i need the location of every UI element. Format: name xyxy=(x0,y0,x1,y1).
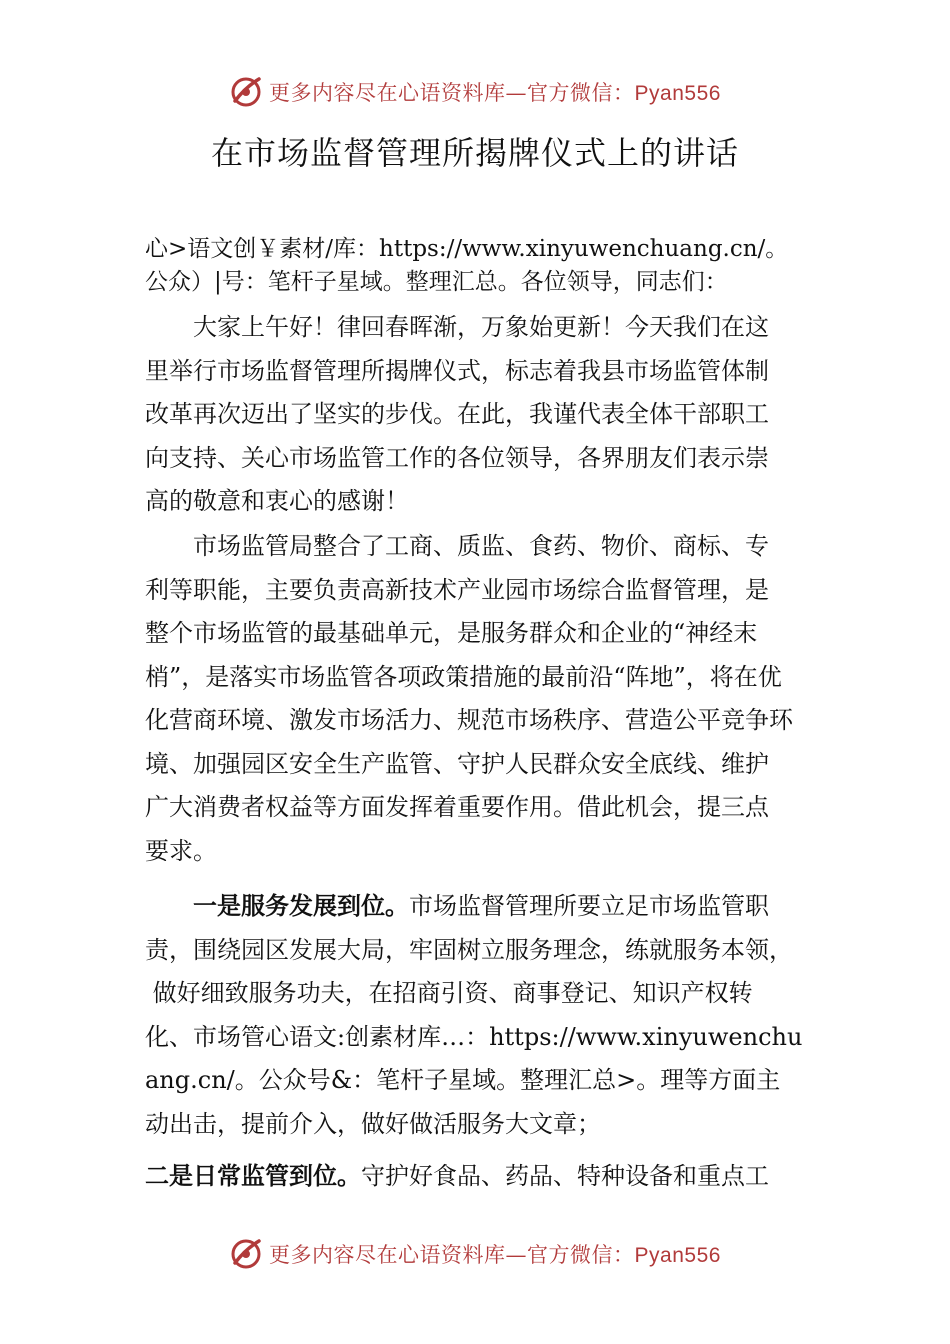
paragraph-line: ang.cn/。公众号&：笔杆子星域。整理汇总>。理等方面主 xyxy=(145,1066,781,1094)
paragraph-line: 梢”，是落实市场监管各项政策措施的最前沿“阵地”，将在优 xyxy=(145,662,782,691)
banner-wechat-id: Pyan556 xyxy=(634,1244,721,1267)
brush-logo-icon xyxy=(229,1237,263,1271)
paragraph-line: 责，围绕园区发展大局，牢固树立服务理念，练就服务本领， xyxy=(145,935,793,964)
banner-wechat-id: Pyan556 xyxy=(634,82,721,105)
paragraph-line: 广大消费者权益等方面发挥着重要作用。借此机会，提三点 xyxy=(145,793,769,821)
banner-main-text: 更多内容尽在心语资料库—官方微信： xyxy=(269,1243,635,1267)
banner-text xyxy=(269,77,721,107)
paragraph-line: 化营商环境、激发市场活力、规范市场秩序、营造公平竞争环 xyxy=(145,706,793,734)
footer-banner xyxy=(0,1232,950,1276)
brush-logo-icon xyxy=(229,75,263,109)
point-text: 市场监督管理所要立足市场监管职 xyxy=(409,892,769,920)
paragraph-line: 要求。 xyxy=(145,836,217,865)
paragraph-line: 做好细致服务功夫，在招商引资、商事登记、知识产权转 xyxy=(145,979,753,1007)
paragraph-line xyxy=(145,885,835,929)
paragraph-line: 市场监管局整合了工商、质监、食药、物价、商标、专 xyxy=(193,532,769,560)
banner-main-text: 更多内容尽在心语资料库—官方微信： xyxy=(269,81,635,105)
banner-text xyxy=(269,1239,721,1269)
source-line-2: 公众）|号：笔杆子星域。整理汇总。各位领导，同志们： xyxy=(145,269,728,295)
paragraph-line: 向支持、关心市场监管工作的各位领导，各界朋友们表示崇 xyxy=(145,443,769,472)
paragraph-line: 改革再次迈出了坚实的步伐。在此，我谨代表全体干部职工 xyxy=(145,400,769,428)
paragraph-line: 利等职能，主要负责高新技术产业园市场综合监督管理，是 xyxy=(145,575,769,604)
source-note xyxy=(145,233,835,299)
paragraph-line xyxy=(145,1155,835,1199)
paragraph-service xyxy=(145,885,835,1146)
paragraph-line: 动出击，提前介入，做好做活服务大文章； xyxy=(145,1109,601,1138)
paragraph-line: 大家上午好！律回春晖渐，万象始更新！今天我们在这 xyxy=(193,313,769,341)
paragraph-overview xyxy=(145,525,835,873)
document-title: 在市场监督管理所揭牌仪式上的讲话 xyxy=(210,134,739,172)
paragraph-greeting xyxy=(145,306,835,524)
point-text: 守护好食品、药品、特种设备和重点工 xyxy=(361,1162,769,1190)
header-banner xyxy=(0,70,950,114)
paragraph-line: 里举行市场监督管理所揭牌仪式，标志着我县市场监管体制 xyxy=(145,356,769,385)
paragraph-line: 境、加强园区安全生产监管、守护人民群众安全底线、维护 xyxy=(145,749,769,778)
point-heading: 一是服务发展到位。 xyxy=(193,892,409,920)
paragraph-supervision xyxy=(145,1155,835,1199)
source-line-1: 心>语文创￥素材/库：https://www.xinyuwenchuang.cn/。 xyxy=(145,236,789,262)
paragraph-line: 高的敬意和衷心的感谢！ xyxy=(145,487,409,515)
point-heading: 二是日常监管到位。 xyxy=(145,1162,361,1190)
paragraph-line: 整个市场监管的最基础单元，是服务群众和企业的“神经末 xyxy=(145,619,758,647)
paragraph-line: 化、市场管心语文:创素材库…：https://www.xinyuwenchu xyxy=(145,1022,803,1051)
